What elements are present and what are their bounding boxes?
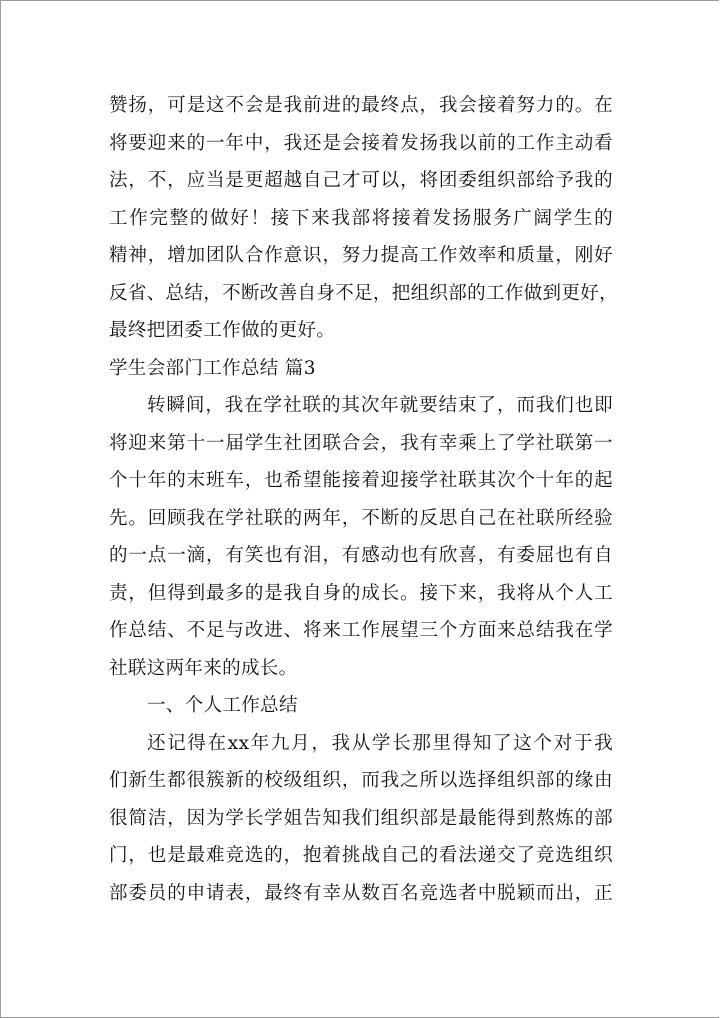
text-line: 部委员的申请表，最终有幸从数百名竞选者中脱颖而出，正 — [109, 882, 613, 904]
paragraph-2 — [109, 387, 613, 687]
text-line: 们新生都很簇新的校级组织，而我之所以选择组织部的缘由 — [109, 770, 613, 791]
text-line: 法，不，应当是更超越自己才可以，将团委组织部给予我的 — [109, 170, 613, 191]
text-line: 很简洁，因为学长学姐告知我们组织部是最能得到熬炼的部 — [109, 807, 613, 829]
text-line: 社联这两年来的成长。 — [109, 657, 298, 679]
text-line: 作总结、不足与改进、将来工作展望三个方面来总结我在学 — [109, 620, 613, 641]
text-line: 的一点一滴，有笑也有泪，有感动也有欣喜，有委屈也有自 — [109, 545, 613, 566]
section-title: 学生会部门工作总结 篇3 — [109, 357, 316, 379]
text-line: 门，也是最难竞选的，抱着挑战自己的看法递交了竞选组织 — [109, 845, 613, 866]
text-line: 赞扬，可是这不会是我前进的最终点，我会接着努力的。在 — [109, 95, 613, 116]
text-line: 先。回顾我在学社联的两年，不断的反思自己在社联所经验 — [109, 507, 613, 529]
text-line: 精神，增加团队合作意识，努力提高工作效率和质量，刚好 — [109, 245, 613, 266]
document-body — [109, 87, 618, 912]
paragraph-1 — [109, 87, 618, 350]
text-line: 还记得在xx年九月，我从学长那里得知了这个对于我 — [147, 732, 613, 754]
text-line: 将要迎来的一年中，我还是会接着发扬我以前的工作主动看 — [109, 132, 613, 154]
text-line: 责，但得到最多的是我自身的成长。接下来，我将从个人工 — [109, 582, 613, 604]
text-line: 工作完整的做好！接下来我部将接着发扬服务广阔学生的 — [109, 207, 613, 229]
text-line: 最终把团委工作做的更好。 — [109, 320, 336, 341]
text-line: 将迎来第十一届学生社团联合会，我有幸乘上了学社联第一 — [109, 432, 613, 454]
text-line: 反省、总结，不断改善自身不足，把组织部的工作做到更好， — [109, 282, 618, 304]
text-line: 转瞬间，我在学社联的其次年就要结束了，而我们也即 — [147, 395, 613, 416]
subheading: 一、个人工作总结 — [147, 695, 298, 716]
text-line: 个十年的末班车，也希望能接着迎接学社联其次个十年的起 — [109, 470, 613, 491]
paragraph-3 — [109, 725, 613, 913]
